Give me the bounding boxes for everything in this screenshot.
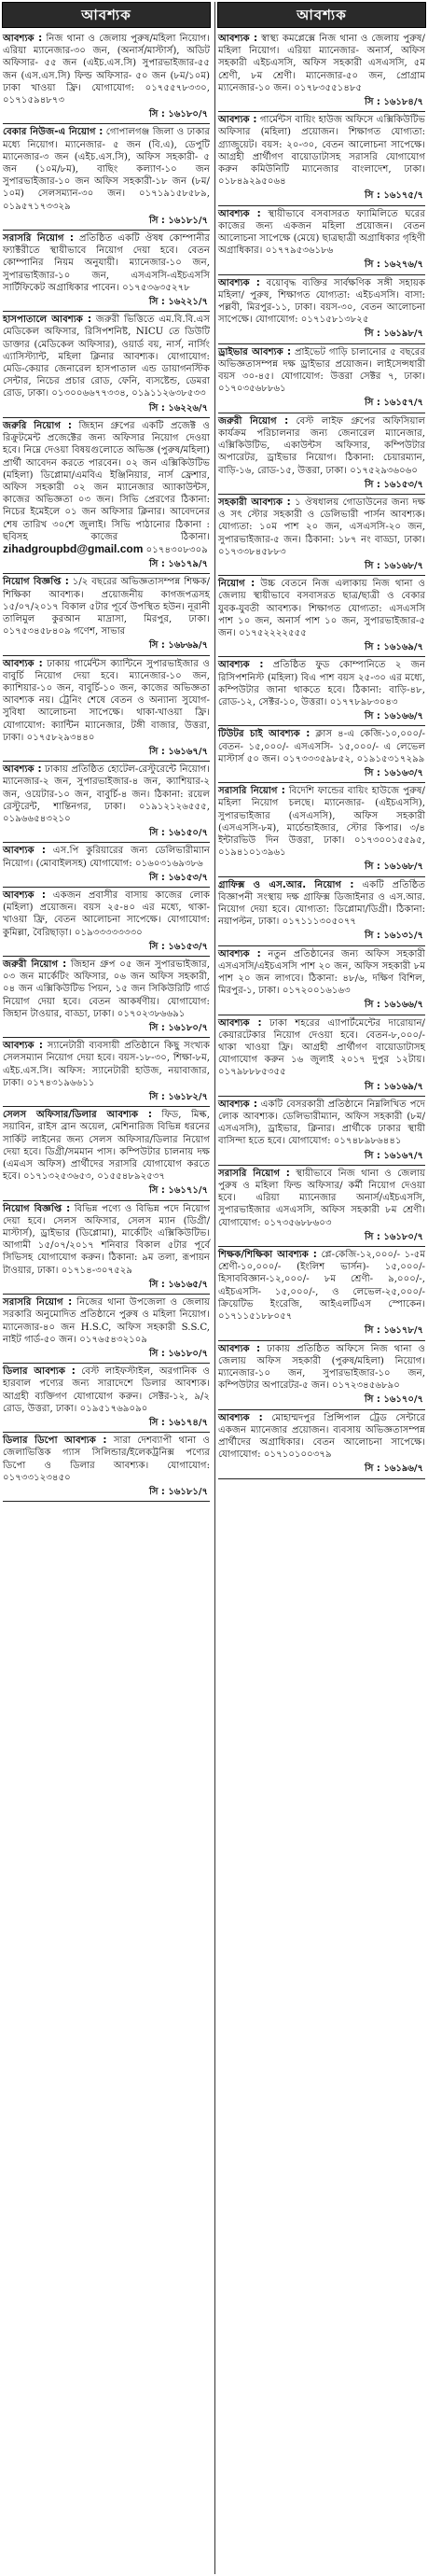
ad-body <box>3 889 210 939</box>
ad-heading: আবশ্যক : <box>3 658 43 669</box>
ad-body <box>218 1017 425 1079</box>
ad-reference: সি : ১৬৮৬৯/৭ <box>148 640 208 651</box>
ad-reference: সি : ১৬২২৬/৭ <box>148 402 208 413</box>
ad-heading: বেকার নিউজ-এ নিয়োগ : <box>3 127 104 138</box>
ad-heading: গ্রাফিক্স ও এস.আর. নিয়োগ : <box>218 879 354 890</box>
ad-text: বিদেশি ফান্ডের বায়িং হাউজে পুরুষ/মহিলা নিয়োগ চলছে। ম্যানেজার- (এইচএসসি), সুপারভাইজার (এসএসসি), অফিস সহকারী (এসএসসি-৮ম), মার্চেন্ডাইজার, স্টোর কিপার। ৩/৪ ইন্টারভিউ দিন উত্তরা, ঢাকা। ০১৭৩০০১৫৫৯৫, ০১৯৪১০১৩৯৬১ <box>218 786 425 859</box>
ad-heading: আবশ্যক : <box>218 1099 257 1110</box>
classified-ad <box>3 124 210 231</box>
ad-reference: সি : ১৬১৬৯/৭ <box>364 1081 423 1092</box>
ad-heading: নিয়োগ : <box>218 579 255 590</box>
ad-text: ক্লাস ৪-এ কেজি-১০,০০০/- বেতন- ১৫,০০০/- এসএসসি- ১৫,০০০/- এ লেভেল মাস্টার্স ৫০ জন। ০১৭৩৩৩৫৯৮৫২, ০১৯১৫৩১৭২৯৯ <box>218 729 426 764</box>
classified-ad <box>3 1364 210 1433</box>
ad-text: প্রতিষ্ঠিত একটি ঔষধ কোম্পানীর ফ্যাক্টরীতে স্থায়ীভাবে নিয়োগ দেয়া হবে। বেতন কোম্পানির নিয়ম অনুযায়ী। ম্যানেজার-১০ জন, সুপারভাইজার-১০ জন, এসএসসি-এইচএসসি সার্টিফিকেট অগ্রাধিকার পাবেন। ০১৭৫৩৬৩৫২৭৮ <box>3 233 210 293</box>
column-header: আবশ্যক <box>217 2 426 28</box>
ad-text: বেস্ট লাইফস্টাইল, অরগানিক ও হারবাল পণ্যের জন্য সারাদেশে ডিলার আবশ্যক। আগ্রহী ব্যক্তিগণ যোগাযোগ করুন। সেক্টর-১২, ৯/২ রোড, উত্তরা, ঢাকা। ০১৯৫১৭৬৯০৯০ <box>3 1366 210 1414</box>
ad-text: প্রতিষ্ঠিত ফুড কোম্পানিতে ২ জন রিসিপশনিস্ট (মহিলা) বিএ পাশ বয়স ২৫-৩০ এর মধ্যে, কম্পিউটার জানা থাকতে হবে। ঠিকানা: বাড়ি-৪৮, রোড-১২, সেক্টর-১০, উত্তরা। ০১৭৭৮৯৮৩০৪৩ <box>218 660 425 707</box>
ad-heading: সেলস অফিসার/ডিলার আবশ্যক : <box>3 1110 152 1121</box>
ad-reference: সি : ১৬১৮০/৭ <box>148 1023 208 1034</box>
ad-reference: সি : ১৬১৭৮/৭ <box>364 1325 423 1337</box>
ad-text: নিজের থানা উপজেলা ও জেলায় সরকারি অনুমোদিত প্রতিষ্ঠানে পুরুষ ও মহিলা নিয়োগ। ম্যানেজার-৪০ জন H.S.C, অফিস সহকারী S.S.C, নাইট গার্ড-৫০ জন। ০১৭৬৫৪৩২১০৯ <box>3 1297 210 1345</box>
ad-separator <box>218 1478 425 1479</box>
classified-ad <box>218 495 425 576</box>
classified-ad <box>3 957 210 1038</box>
ad-heading: আবশ্যক : <box>218 208 261 219</box>
ad-heading: আবশ্যক : <box>3 1041 43 1052</box>
ad-heading: ড্রাইভার আবশ্যক : <box>218 346 292 357</box>
classified-ad <box>3 888 210 957</box>
ad-heading: আবশ্যক : <box>218 660 264 671</box>
ad-text: ঢাকায় প্রতিষ্ঠিত হোটেল-রেস্টুরেন্টে নিয়োগ। ম্যানেজার-২ জন, সুপারভাইজার-৪ জন, ক্যাশিয়ার-২ জন, ওয়েটার-১০ জন, বাবুর্চি-৪ জন। ঠিকানা: রয়েল রেস্টুরেন্ট, শান্তিনগর, ঢাকা। ০১৯১২১২৬৫৫৫, ০১৯৬৬৫৪৩২১০ <box>3 764 210 824</box>
ad-heading: আবশ্যক : <box>218 1017 262 1029</box>
classified-ad <box>218 576 425 657</box>
classified-ad <box>218 112 425 205</box>
classified-ad <box>3 31 210 124</box>
classified-ad <box>3 1107 210 1200</box>
ad-heading: হাসপাতালে আবশ্যক : <box>3 315 92 326</box>
ad-heading: জরুরী নিয়োগ : <box>218 415 289 427</box>
classified-ad <box>218 726 425 783</box>
ad-text: বয়োবৃদ্ধ ব্যক্তির সার্বক্ষণিক সঙ্গী সহায়ক মহিলা/ পুরুষ, শিক্ষাগত যোগ্যতা: এইচএসসি। বাসা: পল্লবী, মিরপুর-১১, ঢাকা। বয়স-৩০, বেতন আলোচনা সাপেক্ষে। যোগাযোগ: ০১৭১৫৮১৩৮২৫ <box>218 277 425 326</box>
ad-reference: সি : ১৬১৮২/৭ <box>148 1092 208 1103</box>
ad-body <box>218 497 425 558</box>
ad-body <box>218 1168 425 1229</box>
ad-reference: সি : ১৬১৫৩/৭ <box>148 941 208 952</box>
ad-body <box>3 658 210 744</box>
ad-heading: আবশ্যক : <box>218 277 260 288</box>
ad-body <box>218 208 425 258</box>
ad-text: ১ ঔষধালয় গোডাউনের জন্য দক্ষ ও সৎ স্টোর সহকারী ও ডেলিভারী পার্সন আবশ্যক। যোগ্যতা: ১০ম পাশ ২০ জন, এসএসসি-২০ জন, সুপারভাইজার-৫ জন। ঠিকানা: ১৮৭ নং বাড্ডা, ঢাকা। ০১৭৩৩৮৪৫৮৮৩ <box>218 497 426 557</box>
column-left <box>2 2 211 2574</box>
classified-page <box>2 2 426 2574</box>
ad-body <box>3 1203 210 1277</box>
ad-text: ঢাকায় প্রতিষ্ঠিত অফিসে নিজ থানা ও জেলায় অফিস সহকারী (পুরুষ/মহিলা) নিয়োগ। ম্যানেজার-১০ জন, সুপারভাইজার-১০ জন, কম্পিউটার অপারেটর-৫ জন। ০১৭২৩৪৫৬৮৯০ <box>218 1343 425 1392</box>
ad-reference: সি : ১৬১৫৩/৭ <box>364 479 423 490</box>
ad-text: এস.পি কুরিয়ারের জন্য ডেলিভারীম্যান নিয়োগ। (মোবাইলসহ) যোগাযোগ: ০১৬০৩১৬৯৩৮৬ <box>3 846 210 869</box>
ad-text: সারা দেশব্যাপী থানা ও জেলাভিত্তিক গ্যাস সিলিন্ডার/ইলেকট্রনিক্স পণ্যের ডিপো ও ডিলার আবশ্যক। যোগাযোগ: ০১৭৩৩১২৩৪৫০ <box>3 1435 210 1483</box>
classified-ad <box>218 344 425 413</box>
ad-body <box>218 1099 425 1148</box>
ad-reference: সি : ১৬১৬৬/৭ <box>364 711 423 722</box>
ad-text: একটি প্রতিষ্ঠিত বিজ্ঞাপনী সংস্থায় দক্ষ গ্রাফিক্স ডিজাইনার ও এস.আর. নিয়োগ দেয়া হবে। যোগ্যতা: ডিপ্লোমা/ডিগ্রী। ঠিকানা: নয়াপল্টন, ঢাকা। ০১৭১১১৩০৫০৭৭ <box>218 879 425 928</box>
column-divider <box>214 2 215 2574</box>
ad-body <box>218 114 425 188</box>
ad-body <box>3 1040 210 1089</box>
ad-reference: সি : ১৬১৫৩/৭ <box>148 872 208 883</box>
classified-ad <box>3 843 210 888</box>
classified-ad <box>3 656 210 763</box>
ad-body <box>3 763 210 825</box>
ad-body <box>3 576 210 637</box>
ad-heading: জরুরি নিয়োগ : <box>3 420 72 431</box>
ad-body <box>3 845 210 869</box>
ad-reference: সি : ১৬১৭৫/৭ <box>364 190 423 202</box>
classified-ad <box>218 206 425 275</box>
ad-reference: সি : ১৬১৬৫/৭ <box>148 1279 208 1290</box>
ad-body <box>218 277 425 327</box>
classified-ad <box>218 275 425 344</box>
ad-list <box>2 28 211 1502</box>
ad-text: ১/২ বছরের অভিজ্ঞতাসম্পন্ন শিক্ষক/শিক্ষিকা আবশ্যক। প্রয়োজনীয় কাগজপত্রসহ ১৫/০৭/২০১৭ বিকাল ৫টার পূর্বে উপস্থিত হউন। নূরানী তালিমুল কুরআন মাদ্রাসা, মিরপুর, ঢাকা। ০১৭৫৩৪৫৮৪০৯ গণেশ, সাভার <box>3 577 211 637</box>
classified-ad <box>3 312 210 418</box>
ad-text: স্বাস্থ্য কমপ্লেক্সে নিজ থানা ও জেলায় পুরুষ/মহিলা নিয়োগ। এরিয়া ম্যানেজার- অনার্স, অফিস সহকারী এইচএসসি, অফিস সহকারী এসএসসি, ৫ম শ্রেণী, ৮ম শ্রেণী। ম্যানেজার-৫০ জন, প্রোগ্রাম ম্যানেজার-১০ জন। ০১৭৮৩৫৫১৪৮৫ <box>218 34 425 93</box>
column-right <box>217 2 426 2574</box>
ad-body <box>218 346 425 396</box>
classified-ad <box>218 1247 425 1340</box>
ad-list <box>217 28 426 1479</box>
ad-text: একটি বেসরকারী প্রতিষ্ঠানে নিম্নলিখিত পদে লোক আবশ্যক। ডেলিভারীম্যান, অফিস সহকারী (৮ম/ এসএসসি), ড্রাইভার, ক্লিনার। প্রার্থীকে ঢাকার স্থায়ী বাসিন্দা হতে হবে। যোগাযোগ: ০১৭৪৮৯৮৬৪৪১ <box>218 1099 425 1147</box>
ad-reference: সি : ১৬১৮০/৭ <box>364 1231 423 1242</box>
ad-body <box>218 33 425 94</box>
ad-body <box>218 785 425 859</box>
ad-text: নিজ থানা ও জেলায় পুরুষ/মহিলা নিয়োগ। এরিয়া ম্যানেজার-৩০ জন, (অনার্স/মাস্টার্স), অডিট অফিসার- ৫৫ জন (এইচ.এস.সি) সুপারভাইজার-৫৫ জন (এস.এস.সি) ফিল্ড অফিসার- ৫০ জন (৮ম/১০ম) ঢাকা খাওয়া ফ্রি। যোগাযোগ: ০১৭৫৫৭৮৩৩০, ০১৭১৫৯৪৮৭৩ <box>3 34 210 106</box>
ad-text: গোপালগঞ্জ জিলা ও ঢাকার মধ্যে নিয়োগ। ম্যানেজার- ৫ জন (বি.এ), ডেপুটি ম্যানেজার-৩ জন (এইচ.এস.সি), অফিস সহকারী- ৫ জন (১০ম/৮ম), বাছিং কল্যাণ-১০ জন সুপারভাইজার-১০ জন অফিস সহকারী-১৮ জন (৮ম/১০ম) সেলসম্যান-৩০ জন। ০১৭১৯১৫৮৫৮৯, ০১৯৫৭১৭৩৩২৯ <box>3 127 211 212</box>
classified-ad <box>218 877 425 946</box>
ad-heading: আবশ্যক : <box>218 34 258 44</box>
ad-body <box>3 1365 210 1415</box>
ad-heading: শিক্ষক/শিক্ষিকা আবশ্যক : <box>218 1250 317 1261</box>
ad-text: মোহাম্মদপুর প্রিন্সিপাল ট্রেড সেন্টারে একজন ম্যানেজার প্রয়োজন। ব্যবসায় অভিজ্ঞতাসম্পন্ন প্রার্থীদের অগ্রাধিকার। বেতন আলোচনা সাপেক্ষে। যোগাযোগ: ০১৭১০১০০৩৭৯ <box>218 1412 425 1461</box>
ad-reference: সি : ১৬১৬৯/৭ <box>364 642 423 653</box>
classified-ad <box>3 1295 210 1364</box>
ad-reference: সি : ১৬১৫০/৭ <box>148 828 208 839</box>
ad-text: ফিড, মিল্ক, সয়াবিন, রাইস ব্রান অয়েল, মেশিনারিজ বিভিন্ন ধরনের সার্কিট লাইনের জন্য সেলস অফিসার/ডিলার নিয়োগ দেয়া হবে। ডিগ্রী/সমমান পাস। কম্পিউটার চালনায় দক্ষ (এমএস অফিস) প্রার্থীদের সরাসরি যোগাযোগ করতে হবে। ০১৭১৩২৫৩৬৫৩, ০১৫৫৪৮৯২৫৩৭ <box>3 1110 210 1183</box>
ad-text: প্রাইভেট গাড়ি চালানোর ৫ বছরের অভিজ্ঞতাসম্পন্ন দক্ষ ড্রাইভার প্রয়োজন। লাইসেন্সধারী বয়স ৩০-৪৫। যোগাযোগ: উত্তরা সেক্টর ৭, ঢাকা। ০১৭০৩৫৬৮৮৬১ <box>218 346 425 395</box>
classified-ad <box>218 413 425 495</box>
ad-heading: সরাসরি নিয়োগ : <box>3 1297 73 1309</box>
ad-phone: ০১৭৪৩০৮৩০৯ <box>145 544 208 555</box>
ad-text: ঢাকা শহরের এ্যাপার্টমেন্টের দারোয়ান/ কেয়ারটেকার নিয়োগ দেওয়া হবে। বেতন-৮,০০০/- থাকা খাওয়া ফ্রি। আগ্রহী প্রার্থীগণ বায়োডাটাসহ যোগাযোগ করুন ১৬ জুলাই ২০১৭ দুপুর ১২টায়। ০১৭৯৮৮৮৫৩৫৫ <box>218 1017 425 1078</box>
ad-heading: টিউটর চাই আবশ্যক : <box>218 729 311 740</box>
ad-reference: সি : ১৬১৬৮/৭ <box>364 560 423 571</box>
ad-text: বিভিন্ন পণ্যে ও বিভিন্ন পদে নিয়োগ দেয়া হবে। সেলস অফিসার, সেলস ম্যান (ডিগ্রী/মাস্টার্স), ড্রাইভার (ডিপ্লোমা), মার্কেটিং এক্সিকিউটিভ। আগামী ১৫/০৭/২০১৭ শনিবার বিকাল ৫টার পূর্বে সিভিসহ যোগাযোগ করুন। ঠিকানা: ৯ম তলা, রূপায়ন টাওয়ার, ঢাকা। ০১৭১৪-৩০৭৫২৯ <box>3 1203 210 1276</box>
ad-body <box>218 415 425 477</box>
ad-reference: সি : ১৬১৭১/৭ <box>148 1185 208 1197</box>
classified-ad <box>3 762 210 843</box>
ad-text: একজন প্রবাসীর বাসায় কাজের লোক (মহিলা) প্রয়োজন। বয়স ২৫-৪০ এর মধ্যে, থাকা-খাওয়া ফ্রি, বেতন আলোচনা সাপেক্ষে। যোগাযোগ: কুমিল্লা, বৈরিছাড়া। ০১৯৩৩৩৩৩৩৩০ <box>3 890 210 938</box>
ad-reference: সি : ১৬১৯৬/৭ <box>364 1463 423 1475</box>
ad-heading: ডিলার আবশ্যক : <box>3 1366 76 1378</box>
ad-reference: সি : ১৬১৮৪/৭ <box>364 97 423 108</box>
column-header: আবশ্যক <box>2 2 211 28</box>
ad-text: জরুরী ভিত্তিতে এম.বি.বি.এস মেডিকেল অফিসার, রিসিপশনিষ্ট, NICU তে ডিউটি ডাক্তার (মেডিকেল অফিসার), ওয়ার্ড বয়, নার্স, নার্সিং এ্যাসিস্ট্যান্ট, মহিলা ক্লিনার আবশ্যক। যোগাযোগ: মেডি-কেয়ার জেনারেল হাসপাতাল এন্ড ডায়াগনস্টিক সেন্টার, নিচের প্রচার রোড, ফেনি, ব্যসষ্টেন্ড, ডেমরা রোড, ঢাকা। ০১৩০০৬৬৭৭৩৩৪, ০১৯১১২৬৩৮৫৩৩ <box>3 315 210 399</box>
classified-ad <box>218 946 425 1015</box>
classified-ad <box>218 1410 425 1479</box>
ad-text: স্থায়ীভাবে বসবাসরত ফ্যামিলিতে ঘরের কাজের জন্য একজন মহিলা প্রয়োজন। বেতন আলোচনা সাপেক্ষে (মেয়ে) ছাত্রছাত্রী অগ্রাধিকার গৃহিণী অগ্রাধিকার। ০১৭৭৯৫৩৬১৮৬ <box>218 208 425 257</box>
ad-heading: সরাসরি নিয়োগ : <box>218 786 285 797</box>
ad-text: বেস্ট লাইফ গ্রুপের অফিসিয়াল কার্যক্রম পরিচালনার জন্য জেনারেল ম্যানেজার, এক্সিকিউটিভ, একাউন্টস অফিসার, কম্পিউটার অপারেটর, ড্রাইভার নিয়োগ। ঠিকানা: চেয়ারম্যান, বাড়ি-১৬, রোড-১৫, উত্তরা, ঢাকা। ০১৭৫২৯৩৬০৬০ <box>218 415 425 476</box>
ad-reference: সি : ১৬১৫৭/৭ <box>364 398 423 409</box>
ad-body <box>218 1412 425 1462</box>
ad-reference: সি : ১৬১৬৮/৭ <box>364 861 423 873</box>
classified-ad <box>3 418 210 574</box>
classified-ad <box>218 1166 425 1247</box>
ad-reference: সি : ১৬১৬৬/৭ <box>364 1000 423 1011</box>
ad-heading: সরাসরি নিয়োগ : <box>218 1168 290 1179</box>
ad-text: গার্মেন্টস বায়িং হাউজ অফিসে এক্সিকিউটিভ অফিসার (মহিলা) প্রয়োজন। শিক্ষাগত যোগ্যতা: গ্র্যাজুয়েট। বয়স: ২০-৩০, বেতন আলোচনা সাপেক্ষে। আগ্রহী প্রার্থীগণ বায়োডাটাসহ সরাসরি যোগাযোগ করুন কমিউনিটি ম্যানেজার বাংলাদেশ, ঢাকা। ০১৮৪৯২৯৫০৬৪ <box>218 115 425 188</box>
ad-reference: সি : ১৬২৭৬/৭ <box>364 259 423 271</box>
ad-text: স্যানেটারী ব্যবসায়ী প্রতিষ্ঠানে কিছু সংখ্যক সেলসম্যান নিয়োগ দেয়া হবে। বয়স-১৮-৩০, শিক্ষা-৮ম, এইচ.এস.সি। অফিস: স্যানেটারী হাউজ, নয়াবাজার, ঢাকা। ০১৭৪৩১৯৬৬১১ <box>3 1041 210 1088</box>
classified-ad <box>3 231 210 312</box>
classified-ad <box>3 574 210 655</box>
ad-heading: আবশ্যক : <box>3 846 46 857</box>
ad-body <box>3 314 210 399</box>
ad-heading: আবশ্যক : <box>218 1412 263 1423</box>
ad-body <box>218 659 425 708</box>
ad-reference: সি : ১৬১৩১/৭ <box>364 931 423 942</box>
ad-body <box>3 232 210 294</box>
ad-body <box>3 33 210 106</box>
ad-reference: সি : ১৬১৮১/৭ <box>148 215 208 226</box>
ad-separator <box>3 1501 210 1502</box>
ad-body <box>218 578 425 639</box>
ad-reference: সি : ১৬১৬৭/৭ <box>148 746 208 757</box>
classified-ad <box>3 1433 210 1502</box>
classified-ad <box>3 1038 210 1107</box>
ad-text: উচ্চ বেতনে নিজ এলাকায় নিজ থানা ও জেলায় স্থায়ীভাবে বসবাসরত ছাত্র/ছাত্রী ও বেকার যুবক-যুবতী আবশ্যক। শিক্ষাগত যোগ্যতা: এসএসসি পাশ ১০ জন, অনার্স পাশ ১০ জন, সুপারভাইজার-৫ জন। ০১৭৫২২২২৫৫৫ <box>218 579 425 638</box>
ad-heading: সহকারী আবশ্যক : <box>218 497 291 508</box>
ad-reference: সি : ১৬১৬৭/৭ <box>364 1150 423 1161</box>
ad-heading: আবশ্যক : <box>218 1343 261 1354</box>
ad-text: জিহান গ্রুপের একটি প্রজেক্ট ও রিক্রুটমেন্ট প্রজেক্টের জন্য অফিসার নিয়োগ দেওয়া হবে। নিম্নে দেওয়া বিষয়গুলোতে অভিজ্ঞ (পুরুষ/মহিলা) প্রার্থী আবেদন করতে পারবেন। ০২ জন এক্সিকিউটিভ (মহিলা) ডিপ্লোমা/এমবিএ ইঞ্জিনিয়ার, নার্স ফ্রেশার, অফিস সহকারী ০২ জন ম্যানেজার অ্যাকাউন্টস, কাজের অভিজ্ঞতা ০৩ জন। সিভি প্রেরণের ঠিকানা: নিচের ইমেইলে ০১ জন অফিসার ক্লিনার। আবেদনের শেষ তারিখ ৩০শে জুলাই। সিভি পাঠানোর ঠিকানা : ছবিসহ কাজের ঠিকানা। <box>3 420 210 542</box>
ad-heading: নিয়োগ বিজ্ঞপ্তি : <box>3 577 69 588</box>
ad-heading: সরাসরি নিয়োগ : <box>3 233 74 245</box>
classified-ad <box>218 657 425 726</box>
ad-text: জিহান গ্রুপ ০৫ জন সুপারভাইজার, ০৩ জন মার্কেটিং অফিসার, ০৬ জন অফিস সহকারী, ০৪ জন এক্সিকিউটিভ পিয়ন, ১৫ জন সিকিউরিটি গার্ড নিয়োগ দেয়া হবে। বেতন আকর্ষণীয়। যোগাযোগ: জিহান টাওয়ার, বাড্ডা, ঢাকা। ০১৭০২৩৮৬৬৯১ <box>3 959 210 1019</box>
ad-heading: নিয়োগ বিজ্ঞপ্তি : <box>3 1203 71 1214</box>
classified-ad <box>218 31 425 112</box>
ad-heading: আবশ্যক : <box>3 890 46 901</box>
ad-heading: আবশ্যক : <box>3 34 43 44</box>
ad-body <box>3 1109 210 1183</box>
ad-reference: সি : ১৬২২১/৭ <box>148 297 208 308</box>
ad-body <box>3 959 210 1020</box>
ad-body <box>3 126 210 212</box>
ad-reference: সি : ১৬১৭৯/৭ <box>148 559 208 570</box>
ad-body <box>218 728 425 765</box>
ad-heading: আবশ্যক : <box>3 764 42 776</box>
ad-reference: সি : ১৬১৭০/৭ <box>364 1394 423 1406</box>
ad-reference: সি : ১৬১৯৮/৭ <box>364 329 423 340</box>
classified-ad <box>218 1097 425 1166</box>
ad-body <box>3 420 210 556</box>
ad-reference: সি : ১৬১৮০/৭ <box>148 1348 208 1359</box>
ad-body <box>3 1296 210 1346</box>
ad-reference: সি : ১৬১৭৪/৭ <box>148 1417 208 1428</box>
ad-heading: জরুরী নিয়োগ : <box>3 959 67 971</box>
ad-reference: সি : ১৬১৬৩/৭ <box>364 767 423 778</box>
ad-body <box>218 1249 425 1323</box>
classified-ad <box>3 1201 210 1295</box>
ad-body <box>218 1343 425 1393</box>
ad-reference: সি : ১৬১৮১/৭ <box>148 1486 208 1497</box>
ad-body <box>218 948 425 998</box>
ad-heading: আবশ্যক : <box>218 948 261 959</box>
ad-reference: সি : ১৬১৮০/৭ <box>148 109 208 120</box>
ad-text: ঢাকায় গার্মেন্টস ক্যান্টিনে সুপারভাইজার ও বাবুর্চি নিয়োগ দেয়া হবে। ম্যানেজার-১০ জন, ক্যাশিয়ার-১০ জন, বাবুর্চি-১০ জন, কাজের অভিজ্ঞতা আবশ্যক নয়। ট্রেনিং শেষে বেতন ও অন্যান্য সুযোগ-সুবিধা আলোচনা সাপেক্ষে। থাকা-খাওয়া ফ্রি। যোগাযোগ: ক্যান্টিন ম্যানেজার, টঙ্গী বাজার, উত্তরা, ঢাকা। ০১৭৫৮২৯৩৪৪০ <box>3 658 210 743</box>
ad-text: নতুন প্রতিষ্ঠানের জন্য অফিস সহকারী এসএসসি/এইচএসসি পাশ ২০ জন, অফিস সহকারী ৮ম পাশ ২০ জন লাগবে। ঠিকানা: ৪৮/৬, দক্ষিণ বিশিল, মিরপুর-১, ঢাকা। ০১৭২০০১৬১৬৩ <box>218 948 425 997</box>
ad-heading: ডিলার ডিপো আবশ্যক : <box>3 1435 107 1447</box>
classified-ad <box>218 783 425 876</box>
ad-heading: আবশ্যক : <box>218 115 257 126</box>
classified-ad <box>218 1341 425 1410</box>
ad-body <box>218 879 425 929</box>
ad-body <box>3 1435 210 1484</box>
classified-ad <box>218 1015 425 1097</box>
ad-text: প্লে-কেজি-১২,০০০/- ১-৫ম শ্রেণী-১০,০০০/- (ইংলিশ ভার্সন)- ১৫,০০০/- হিসাববিজ্ঞান-১২,০০০/- ৮ম শ্রেণী- ৯,০০০/-, এইচএসসি- ১৫,০০০/-, ও লেভেল-২৫,০০০/- ক্রিয়েটিভ ইংরেজি, আইএলটিএস স্পোকেন। ০১৭১১৫১৮৮০৫৭ <box>218 1250 425 1323</box>
ad-email[interactable]: zihadgroupbd@gmail.com <box>3 541 144 555</box>
ad-text: স্থায়ীভাবে নিজ থানা ও জেলায় পুরুষ ও মহিলা ফিল্ড অফিসার/ কর্মী নিয়োগ দেওয়া হবে। এরিয়া ম্যানেজার অনার্স/এইচএসসি, সুপারভাইজার এসএসসি, অফিস সহকারী ৮ম শ্রেণী। যোগাযোগ: ০১৭৩৫৬৮৮৬০৩ <box>218 1168 425 1228</box>
